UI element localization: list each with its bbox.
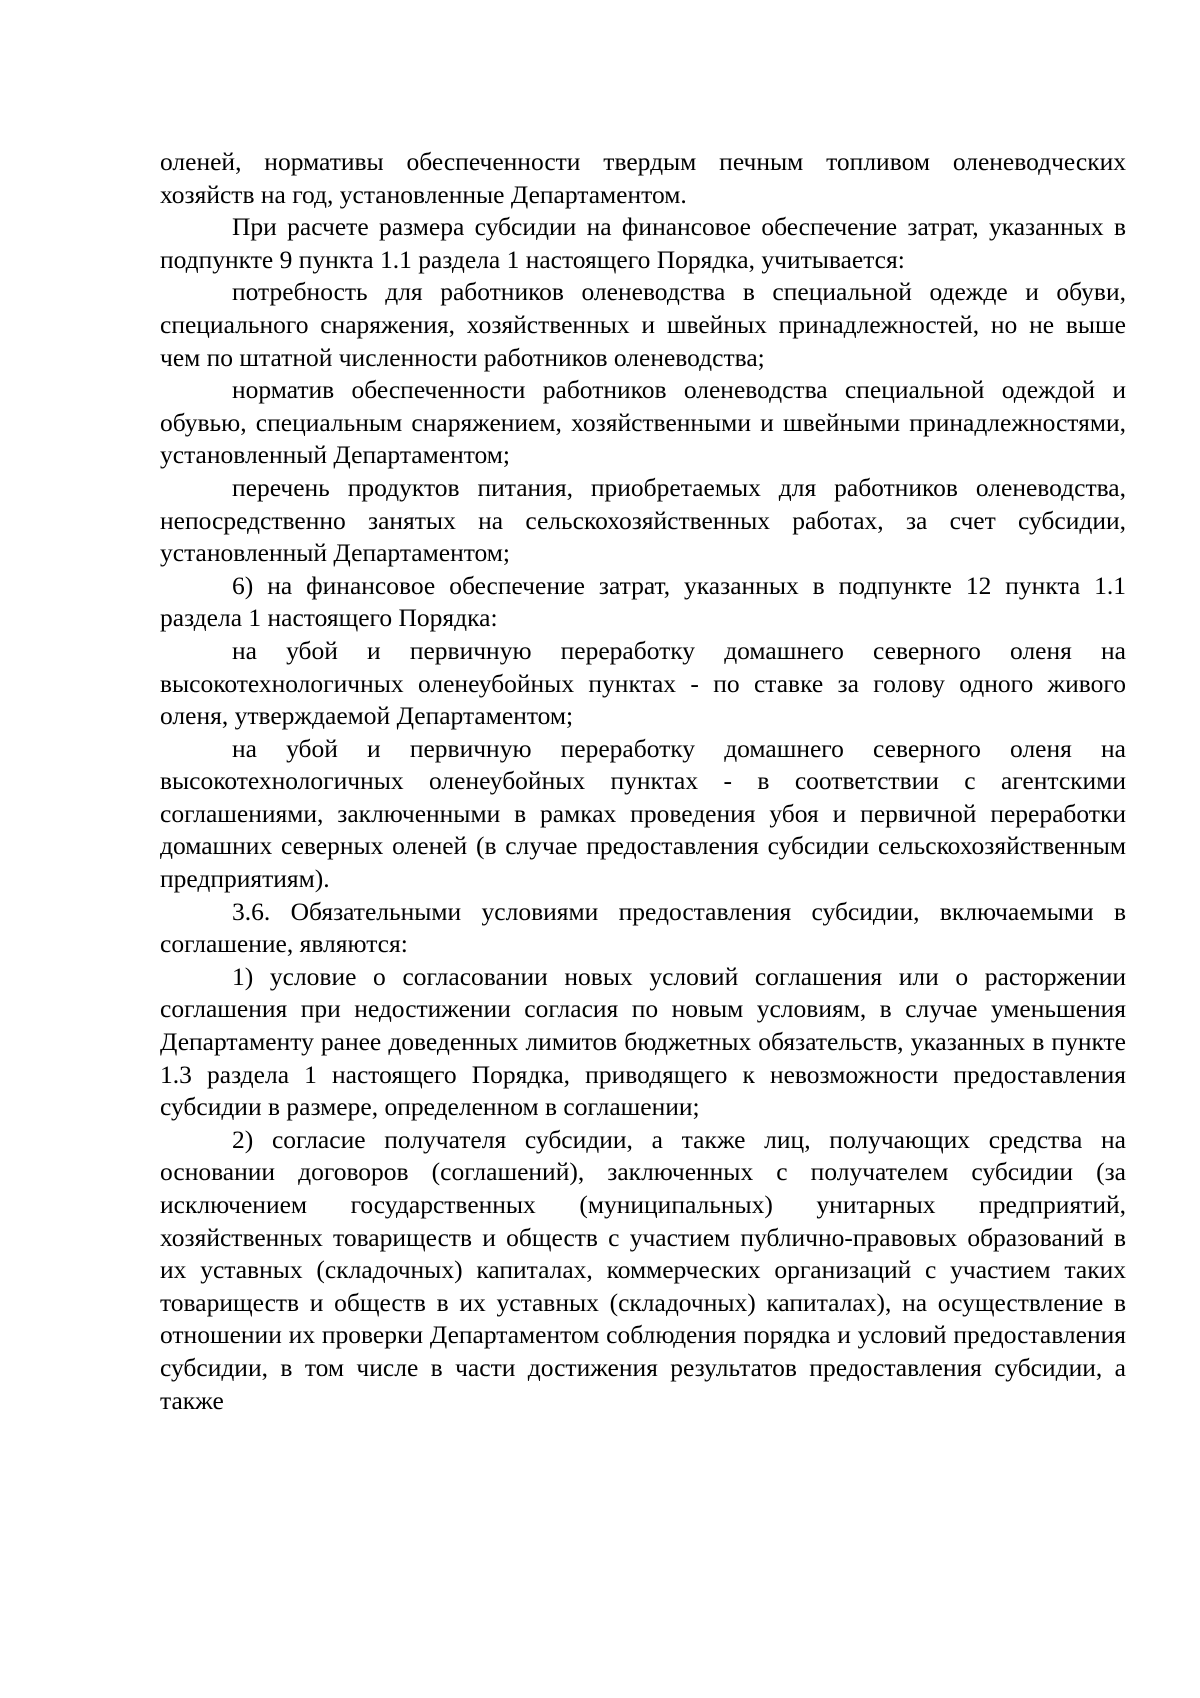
- paragraph-9: 3.6. Обязательными условиями предоставления субсидии, включаемыми в соглашение, являются:: [160, 896, 1126, 959]
- paragraph-8: на убой и первичную переработку домашнего северного оленя на высокотехнологичных оленеубойных пунктах - в соответствии с агентскими соглашениями, заключенными в рамках проведения убоя и первичной переработки домашних северных оленей (в случае предоставления субсидии сельскохозяйственным предприятиям).: [160, 733, 1126, 894]
- paragraph-11: 2) согласие получателя субсидии, а также лиц, получающих средства на основании договоров (соглашений), заключенных с получателем субсидии (за исключением государственных (муниципальных) унитарных предприятий, хозяйственных товариществ и обществ с участием публично-правовых образований в их уставных (складочных) капиталах, коммерческих организаций с участием таких товариществ и обществ в их уставных (складочных) капиталах), на осуществление в отношении их проверки Департаментом соблюдения порядка и условий предоставления субсидии, в том числе в части достижения результатов предоставления субсидии, а также: [160, 1124, 1126, 1415]
- document-page: [160, 146, 1126, 1417]
- paragraph-7: на убой и первичную переработку домашнего северного оленя на высокотехнологичных оленеубойных пунктах - по ставке за голову одного живого оленя, утверждаемой Департаментом;: [160, 635, 1126, 731]
- paragraph-6: 6) на финансовое обеспечение затрат, указанных в подпункте 12 пункта 1.1 раздела 1 настоящего Порядка:: [160, 570, 1126, 633]
- paragraph-2: При расчете размера субсидии на финансовое обеспечение затрат, указанных в подпункте 9 пункта 1.1 раздела 1 настоящего Порядка, учитывается:: [160, 212, 1126, 274]
- paragraph-3: потребность для работников оленеводства в специальной одежде и обуви, специального снаряжения, хозяйственных и швейных принадлежностей, но не выше чем по штатной численности работников оленеводства;: [160, 277, 1126, 372]
- paragraph-4: норматив обеспеченности работников оленеводства специальной одеждой и обувью, специальным снаряжением, хозяйственными и швейными принадлежностями, установленный Департаментом;: [160, 375, 1126, 470]
- paragraph-5: перечень продуктов питания, приобретаемых для работников оленеводства, непосредственно занятых на сельскохозяйственных работах, за счет субсидии, установленный Департаментом;: [160, 472, 1126, 568]
- paragraph-1: оленей, нормативы обеспеченности твердым печным топливом оленеводческих хозяйств на год, установленные Департаментом.: [160, 147, 1126, 209]
- paragraph-10: 1) условие о согласовании новых условий соглашения или о расторжении соглашения при недостижении согласия по новым условиям, в случае уменьшения Департаменту ранее доведенных лимитов бюджетных обязательств, указанных в пункте 1.3 раздела 1 настоящего Порядка, приводящего к невозможности предоставления субсидии в размере, определенном в соглашении;: [160, 961, 1126, 1122]
